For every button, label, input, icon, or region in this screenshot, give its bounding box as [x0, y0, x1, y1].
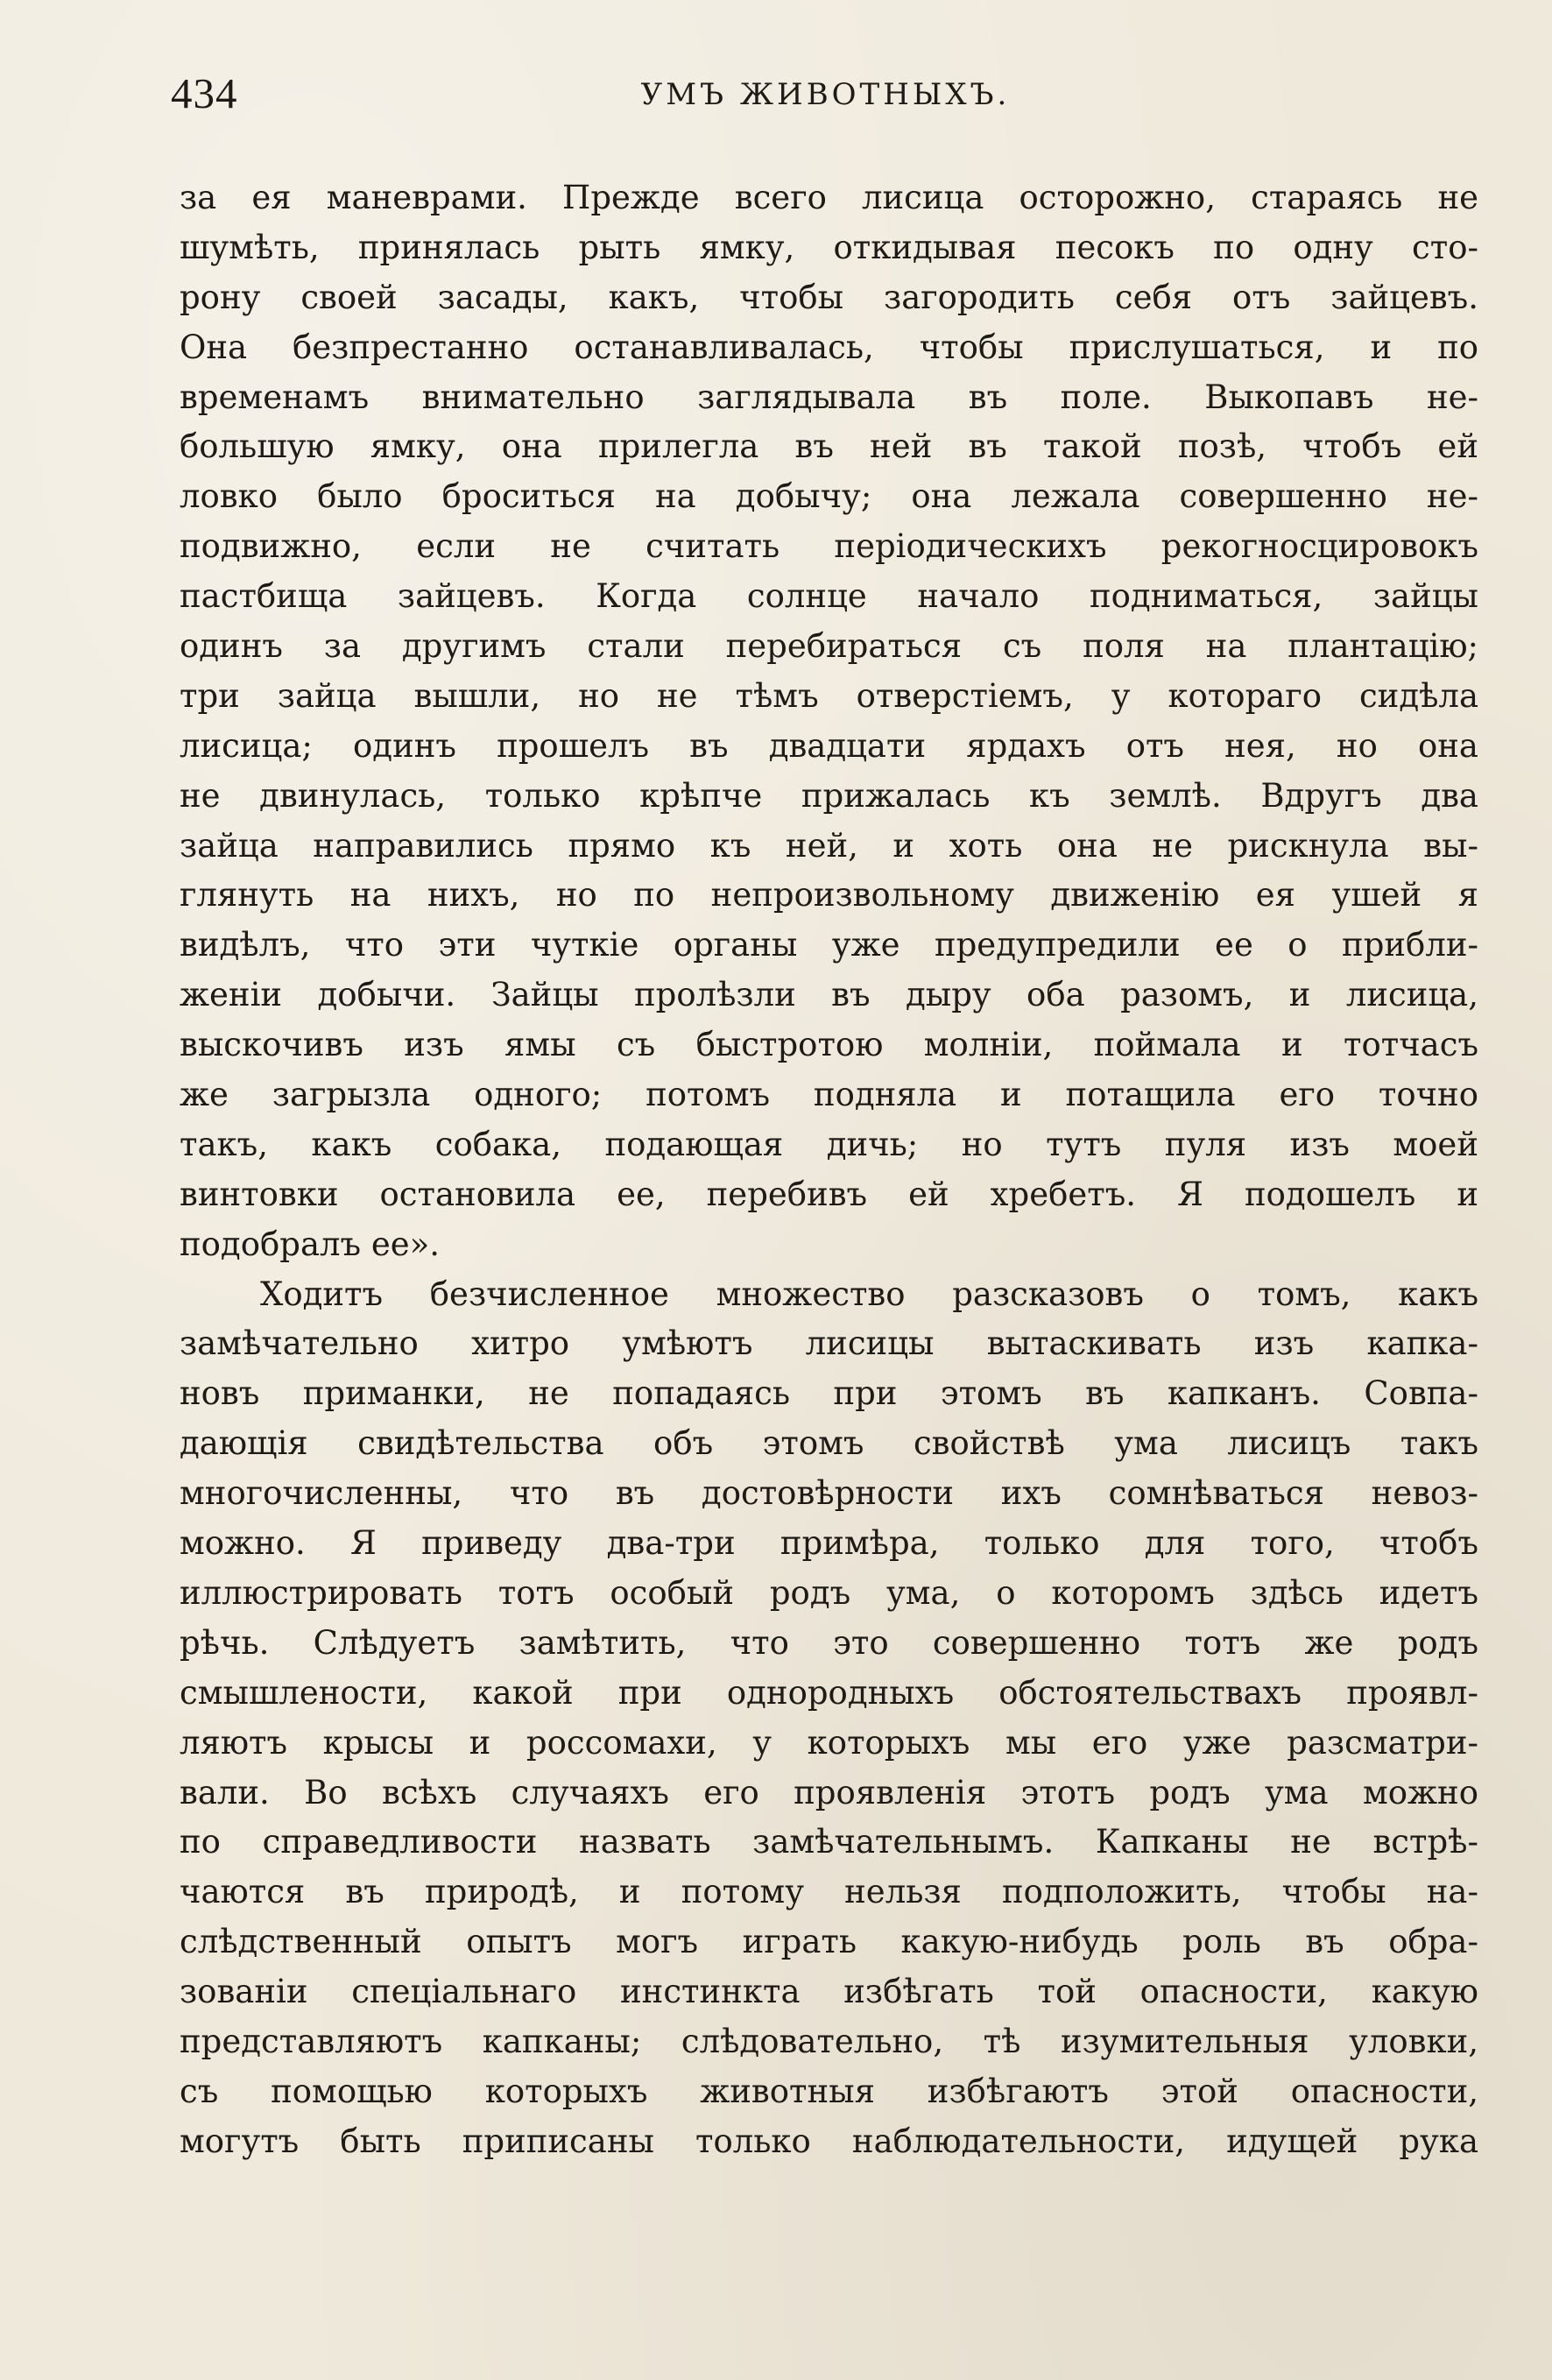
text-line: смышлености, какой при однородныхъ обстоятельствахъ проявл- [180, 1673, 1478, 1712]
page-header [171, 68, 1480, 130]
text-line: съ помощью которыхъ животныя избѣгаютъ этой опасности, [180, 2072, 1478, 2110]
text-line: по справедливости назвать замѣчательнымъ. Капканы не встрѣ- [180, 1823, 1478, 1861]
text-line: ляютъ крысы и россомахи, у которыхъ мы его уже разсматри- [180, 1723, 1478, 1762]
running-title: УМЪ ЖИВОТНЫХЪ. [640, 77, 1011, 112]
text-line: иллюстрировать тотъ особый родъ ума, о которомъ здѣсь идетъ [180, 1573, 1478, 1612]
text-line: дающія свидѣтельства объ этомъ свойствѣ ума лисицъ такъ [180, 1424, 1478, 1463]
body-text [180, 173, 1478, 2167]
text-line: такъ, какъ собака, подающая дичь; но тутъ пуля изъ моей [180, 1125, 1478, 1163]
text-line: же загрызла одного; потомъ подняла и потащила его точно [180, 1076, 1478, 1114]
text-line: новъ приманки, не попадаясь при этомъ въ капканъ. Совпа- [180, 1374, 1478, 1413]
paragraph-end-line: подобралъ ее». [180, 1225, 441, 1263]
text-line: рѣчь. Слѣдуетъ замѣтить, что это совершенно тотъ же родъ [180, 1623, 1478, 1662]
text-line: могутъ быть приписаны только наблюдательности, идущей рука [180, 2122, 1478, 2160]
text-line: винтовки остановила ее, перебивъ ей хребетъ. Я подошелъ и [180, 1175, 1478, 1213]
text-line: можно. Я приведу два-три примѣра, только для того, чтобъ [180, 1524, 1478, 1563]
text-line: лисица; одинъ прошелъ въ двадцати ярдахъ отъ нея, но она [180, 726, 1478, 765]
text-line: вали. Во всѣхъ случаяхъ его проявленія этотъ родъ ума можно [180, 1773, 1478, 1811]
text-line: ловко было броситься на добычу; она лежала совершенно не- [180, 477, 1478, 516]
text-line: рону своей засады, какъ, чтобы загородить себя отъ зайцевъ. [180, 278, 1478, 316]
text-line: многочисленны, что въ достовѣрности ихъ сомнѣваться невоз- [180, 1474, 1478, 1513]
text-line: зайца направились прямо къ ней, и хоть она не рискнула вы- [180, 826, 1478, 865]
text-line: три зайца вышли, но не тѣмъ отверстіемъ, у котораго сидѣла [180, 676, 1478, 715]
text-line: за ея маневрами. Прежде всего лисица осторожно, стараясь не [180, 179, 1478, 216]
text-line: шумѣть, принялась рыть ямку, откидывая песокъ по одну сто- [180, 228, 1478, 266]
page-number: 434 [171, 69, 238, 117]
text-line: зованіи спеціальнаго инстинкта избѣгать той опасности, какую [180, 1973, 1478, 2011]
text-line: замѣчательно хитро умѣютъ лисицы вытаскивать изъ капка- [180, 1324, 1478, 1363]
text-line: чаются въ природѣ, и потому нельзя подположить, чтобы на- [180, 1873, 1478, 1911]
text-line: временамъ внимательно заглядывала въ поле. Выкопавъ не- [180, 378, 1478, 416]
paragraph-start-line: Ходитъ безчисленное множество разсказовъ о томъ, какъ [260, 1275, 1478, 1313]
text-line: слѣдственный опытъ могъ играть какую-нибудь роль въ обра- [180, 1923, 1478, 1961]
text-line: видѣлъ, что эти чуткіе органы уже предупредили ее о прибли- [180, 926, 1478, 964]
text-line: подвижно, если не считать періодическихъ рекогносцировокъ [180, 527, 1478, 566]
text-line: Она безпрестанно останавливалась, чтобы прислушаться, и по [180, 328, 1478, 366]
text-line: выскочивъ изъ ямы съ быстротою молніи, поймала и тотчасъ [180, 1026, 1478, 1064]
text-line: не двинулась, только крѣпче прижалась къ землѣ. Вдругъ два [180, 776, 1478, 815]
text-line: женіи добычи. Зайцы пролѣзли въ дыру оба разомъ, и лисица, [180, 976, 1478, 1014]
text-line: одинъ за другимъ стали перебираться съ поля на плантацію; [180, 627, 1478, 666]
text-line: глянуть на нихъ, но по непроизвольному движенію ея ушей я [180, 876, 1478, 915]
text-line: большую ямку, она прилегла въ ней въ такой позѣ, чтобъ ей [180, 427, 1478, 466]
text-line: пастбища зайцевъ. Когда солнце начало подниматься, зайцы [180, 577, 1478, 616]
text-line: представляютъ капканы; слѣдовательно, тѣ изумительныя уловки, [180, 2022, 1478, 2060]
